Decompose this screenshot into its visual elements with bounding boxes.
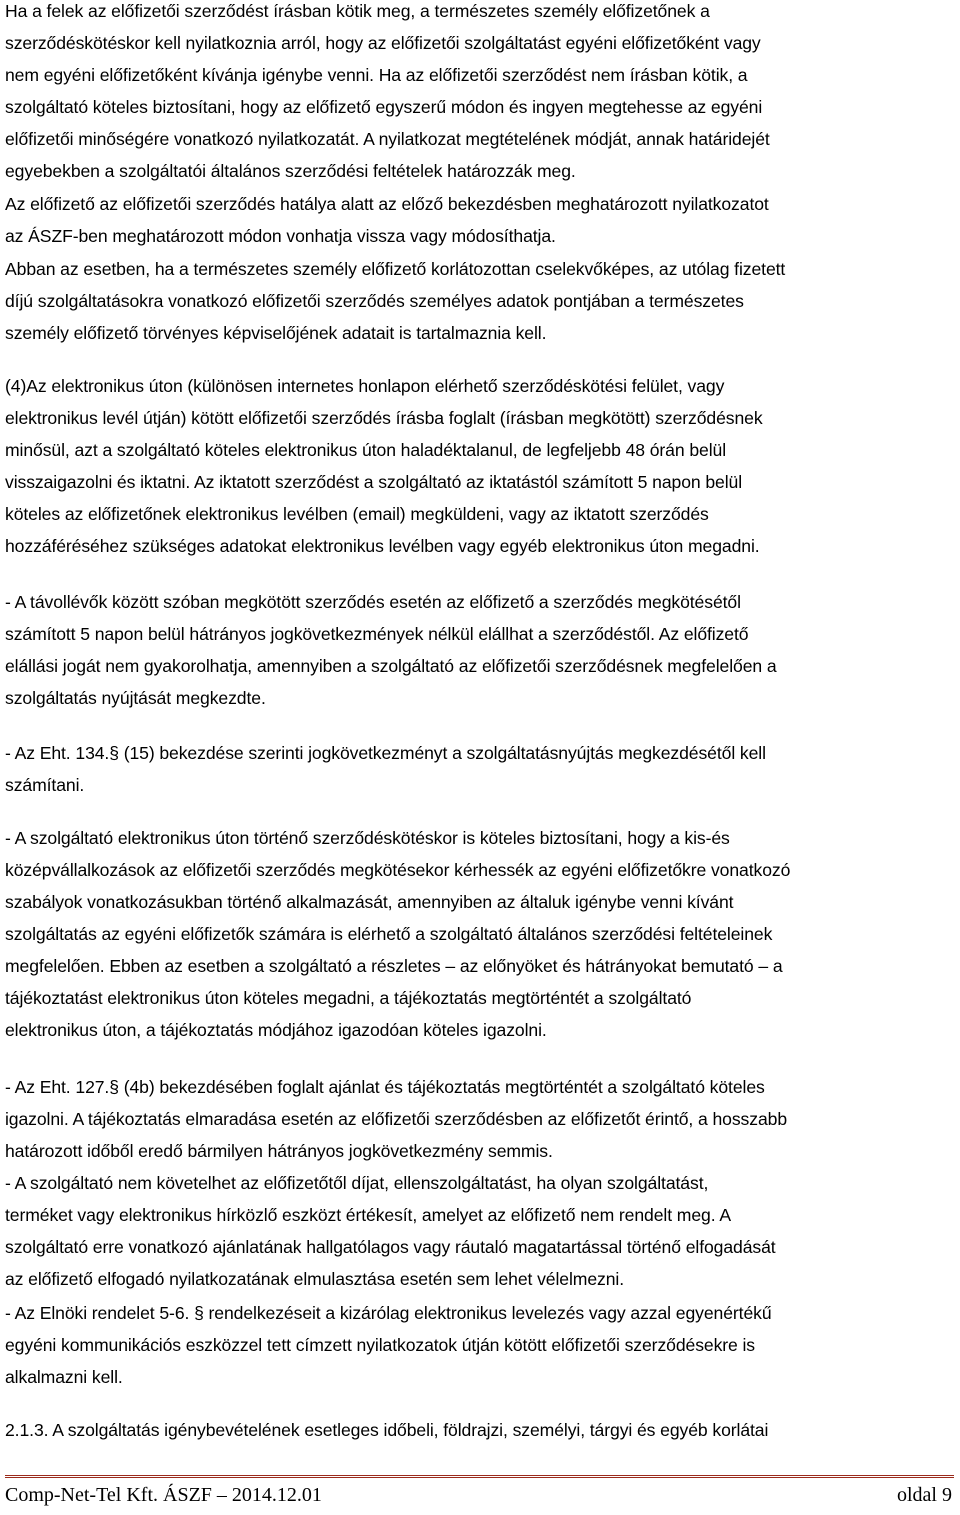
paragraph-eht-127	[5, 1071, 787, 1167]
text-line: szabályok vonatkozásukban történő alkalmazását, amennyiben az általuk igénybe venni kívánt	[5, 892, 734, 912]
text-line: szolgáltatás az egyéni előfizetők számára is elérhető a szolgáltató általános szerződési feltételeinek	[5, 924, 773, 944]
text-line: alkalmazni kell.	[5, 1367, 123, 1387]
text-line: elektronikus levél útján) kötött előfizetői szerződés írásba foglalt (írásban megkötött) szerződésnek	[5, 408, 763, 428]
text-line: elállási jogát nem gyakorolhatja, amennyiben a szolgáltató az előfizetői szerződésnek megfelelően a	[5, 656, 777, 676]
text-line: (4)Az elektronikus úton (különösen internetes honlapon elérhető szerződéskötési felület, vagy	[5, 376, 725, 396]
text-line: - Az Eht. 134.§ (15) bekezdése szerinti jogkövetkezményt a szolgáltatásnyújtás megkezdésétől kell	[5, 743, 766, 763]
text-line: az előfizető elfogadó nyilatkozatának elmulasztása esetén sem lehet vélelmezni.	[5, 1269, 624, 1289]
text-line: szolgáltató köteles biztosítani, hogy az előfizető egyszerű módon és ingyen megtehesse az egyéni	[5, 97, 763, 117]
paragraph-eht-134	[5, 737, 766, 801]
text-line: középvállalkozások az előfizetői szerződés megkötésekor kérhessék az egyéni előfizetőkre vonatkozó	[5, 860, 791, 880]
text-line: határozott időből eredő bármilyen hátrányos jogkövetkezmény semmis.	[5, 1141, 553, 1161]
text-line: díjú szolgáltatásokra vonatkozó előfizetői szerződés személyes adatok pontjában a természetes	[5, 291, 744, 311]
paragraph-no-fee-unordered	[5, 1167, 776, 1295]
footer-page-number: oldal 9	[897, 1484, 952, 1506]
text-line: igazolni. A tájékoztatás elmaradása esetén az előfizetői szerződésben az előfizetőt érintő, a hosszabb	[5, 1109, 788, 1129]
text-line: - A szolgáltató elektronikus úton történő szerződéskötéskor is köteles biztosítani, hogy a kis-és	[5, 828, 730, 848]
text-line: - Az Eht. 127.§ (4b) bekezdésében foglalt ajánlat és tájékoztatás megtörténtét a szolgáltató köteles	[5, 1077, 765, 1097]
text-line: előfizetői minőségére vonatkozó nyilatkozatát. A nyilatkozat megtételének módját, annak határidejét	[5, 129, 770, 149]
text-line: egyéni kommunikációs eszközzel tett címzett nyilatkozatok útján kötött előfizetői szerződésekre is	[5, 1335, 756, 1355]
text-line: Abban az esetben, ha a természetes személy előfizető korlátozottan cselekvőképes, az utólag fizetett	[5, 259, 786, 279]
text-line: személy előfizető törvényes képviselőjének adatait is tartalmaznia kell.	[5, 323, 547, 343]
paragraph-withdrawal-right	[5, 586, 777, 714]
text-line: - A szolgáltató nem követelhet az előfizetőtől díjat, ellenszolgáltatást, ha olyan szolgáltatást,	[5, 1173, 709, 1193]
paragraph-subscriber-declaration	[5, 0, 770, 187]
text-line: hozzáféréséhez szükséges adatokat elektronikus levélben vagy egyéb elektronikus úton megadni.	[5, 536, 760, 556]
text-line: terméket vagy elektronikus hírközlő eszközt értékesít, amelyet az előfizető nem rendelt meg. A	[5, 1205, 731, 1225]
text-line: - Az Elnöki rendelet 5-6. § rendelkezéseit a kizárólag elektronikus levelezés vagy azzal egyenértékű	[5, 1303, 772, 1323]
paragraph-presidential-decree	[5, 1297, 772, 1393]
text-line: egyebekben a szolgáltatói általános szerződési feltételek határozzák meg.	[5, 161, 576, 181]
paragraph-sme-rules	[5, 822, 790, 1046]
footer-company-version: Comp-Net-Tel Kft. ÁSZF – 2014.12.01	[5, 1484, 322, 1506]
text-line: 2.1.3. A szolgáltatás igénybevételének esetleges időbeli, földrajzi, személyi, tárgyi és egyéb korlátai	[5, 1420, 769, 1440]
text-line: - A távollévők között szóban megkötött szerződés esetén az előfizető a szerződés megkötésétől	[5, 592, 741, 612]
text-line: Ha a felek az előfizetői szerződést írásban kötik meg, a természetes személy előfizetőnek a	[5, 1, 710, 21]
text-line: számított 5 napon belül hátrányos jogkövetkezmények nélkül elállhat a szerződéstől. Az előfizető	[5, 624, 749, 644]
text-line: köteles az előfizetőnek elektronikus levélben (email) megküldeni, vagy az iktatott szerződés	[5, 504, 709, 524]
text-line: tájékoztatást elektronikus úton köteles megadni, a tájékoztatás megtörténtét a szolgáltató	[5, 988, 692, 1008]
text-line: számítani.	[5, 775, 85, 795]
paragraph-limited-capacity	[5, 253, 785, 349]
paragraph-declaration-withdrawal	[5, 188, 769, 252]
text-line: szolgáltatás nyújtását megkezdte.	[5, 688, 266, 708]
paragraph-electronic-contract	[5, 370, 763, 562]
text-line: Az előfizető az előfizetői szerződés hatálya alatt az előző bekezdésben meghatározott nyilatkozatot	[5, 194, 769, 214]
text-line: nem egyéni előfizetőként kívánja igénybe venni. Ha az előfizetői szerződést nem írásban kötik, a	[5, 65, 748, 85]
text-line: elektronikus úton, a tájékoztatás módjához igazodóan köteles igazolni.	[5, 1020, 547, 1040]
text-line: szolgáltató erre vonatkozó ajánlatának hallgatólagos vagy ráutaló magatartással történő elfogadását	[5, 1237, 776, 1257]
text-line: visszaigazolni és iktatni. Az iktatott szerződést a szolgáltató az iktatástól számított 5 napon belül	[5, 472, 743, 492]
text-line: minősül, azt a szolgáltató köteles elektronikus úton haladéktalanul, de legfeljebb 48 órán belül	[5, 440, 727, 460]
text-line: szerződéskötéskor kell nyilatkoznia arról, hogy az előfizetői szolgáltatást egyéni előfizetőként vagy	[5, 33, 761, 53]
footer-divider	[5, 1475, 954, 1476]
text-line: az ÁSZF-ben meghatározott módon vonhatja vissza vagy módosíthatja.	[5, 226, 556, 246]
text-line: megfelelően. Ebben az esetben a szolgáltató a részletes – az előnyöket és hátrányokat bemutató – a	[5, 956, 783, 976]
section-heading-2-1-3	[5, 1414, 768, 1446]
